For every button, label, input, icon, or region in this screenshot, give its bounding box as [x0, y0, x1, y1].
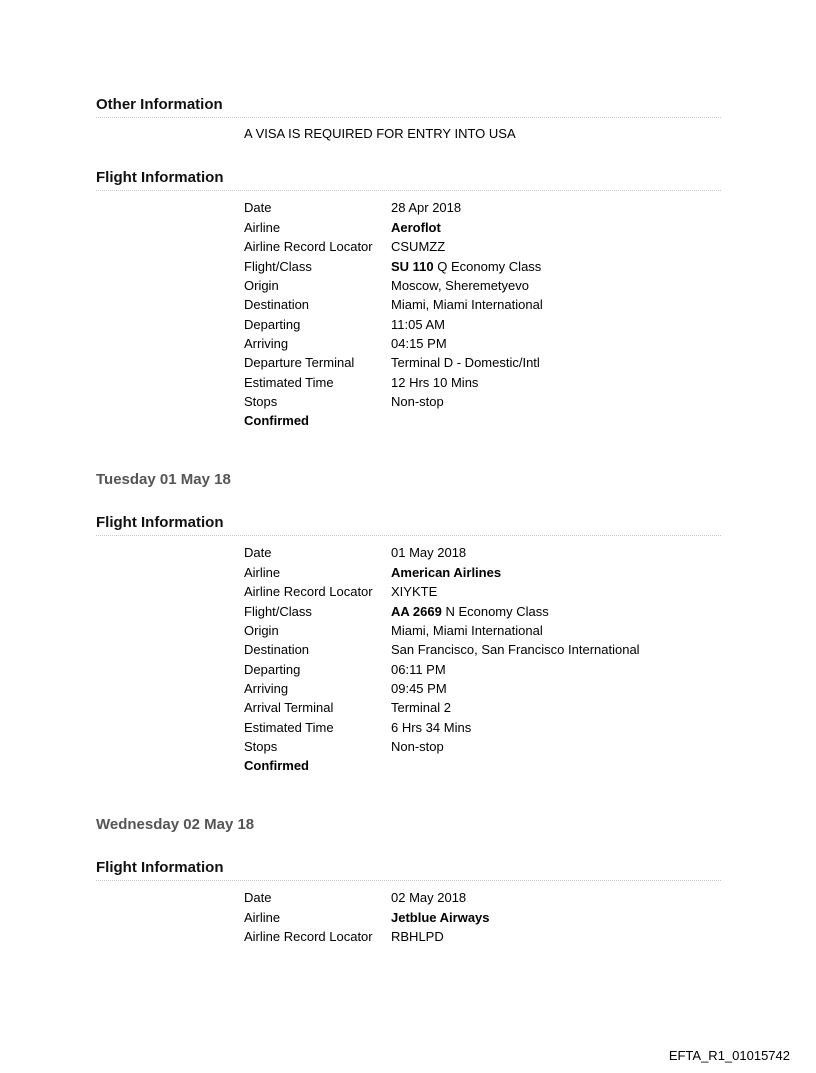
detail-value: 28 Apr 2018 [391, 200, 462, 215]
detail-value: 12 Hrs 10 Mins [391, 375, 479, 390]
detail-label: Estimated Time [244, 720, 334, 735]
day-heading: Wednesday 02 May 18 [96, 816, 255, 833]
detail-label: Departure Terminal [244, 355, 355, 370]
detail-value: 09:45 PM [391, 681, 447, 696]
detail-label: Arrival Terminal [244, 700, 334, 715]
document-id-footer: EFTA_R1_01015742 [668, 1048, 790, 1063]
booking-class: N Economy Class [441, 604, 549, 619]
detail-value: Moscow, Sheremetyevo [391, 278, 530, 293]
detail-value: Miami, Miami International [391, 623, 543, 638]
detail-value: Miami, Miami International [391, 297, 543, 312]
airline-name: American Airlines [391, 565, 502, 580]
detail-value: Terminal 2 [391, 700, 451, 715]
detail-value: Non-stop [391, 739, 444, 754]
detail-label: Arriving [244, 336, 289, 351]
flight-class-value [391, 257, 541, 276]
flight-number: AA 2669 [391, 604, 442, 619]
detail-label: Date [244, 890, 272, 905]
detail-label: Departing [244, 317, 301, 332]
status-label: Confirmed [244, 758, 309, 773]
flight-information-header [96, 859, 721, 881]
detail-label: Airline [244, 910, 281, 925]
other-information-header [96, 96, 721, 118]
flight-number: SU 110 [391, 259, 434, 274]
detail-label: Arriving [244, 681, 289, 696]
flight-class-value [391, 602, 549, 621]
detail-label: Stops [244, 739, 278, 754]
detail-label: Airline Record Locator [244, 584, 373, 599]
section-title: Other Information [96, 96, 223, 113]
detail-label: Airline [244, 565, 281, 580]
detail-value: Terminal D - Domestic/Intl [391, 355, 540, 370]
detail-label: Departing [244, 662, 301, 677]
detail-label: Origin [244, 623, 279, 638]
detail-value: 02 May 2018 [391, 890, 467, 905]
airline-name: Aeroflot [391, 220, 441, 235]
detail-label: Origin [244, 278, 279, 293]
airline-name: Jetblue Airways [391, 910, 490, 925]
detail-label: Estimated Time [244, 375, 334, 390]
booking-class: Q Economy Class [433, 259, 542, 274]
detail-label: Airline Record Locator [244, 929, 373, 944]
detail-value: 06:11 PM [391, 662, 446, 677]
record-locator: XIYKTE [391, 584, 438, 599]
section-title: Flight Information [96, 514, 224, 531]
section-title: Flight Information [96, 859, 224, 876]
detail-value: 04:15 PM [391, 336, 447, 351]
day-heading: Tuesday 01 May 18 [96, 471, 231, 488]
flight-information-header [96, 514, 721, 536]
detail-value: 11:05 AM [391, 317, 445, 332]
detail-value: San Francisco, San Francisco International [391, 642, 640, 657]
detail-value: 6 Hrs 34 Mins [391, 720, 472, 735]
detail-value: Non-stop [391, 394, 444, 409]
detail-label: Stops [244, 394, 278, 409]
detail-value: 01 May 2018 [391, 545, 467, 560]
detail-label: Airline Record Locator [244, 239, 373, 254]
detail-label: Airline [244, 220, 281, 235]
flight-information-header [96, 169, 721, 191]
detail-label: Flight/Class [244, 604, 312, 619]
detail-label: Flight/Class [244, 259, 312, 274]
detail-label: Destination [244, 642, 310, 657]
record-locator: RBHLPD [391, 929, 444, 944]
status-label: Confirmed [244, 413, 309, 428]
section-title: Flight Information [96, 169, 224, 186]
detail-label: Date [244, 200, 272, 215]
detail-label: Date [244, 545, 272, 560]
detail-label: Destination [244, 297, 310, 312]
record-locator: CSUMZZ [391, 239, 446, 254]
visa-note: A VISA IS REQUIRED FOR ENTRY INTO USA [244, 126, 516, 141]
